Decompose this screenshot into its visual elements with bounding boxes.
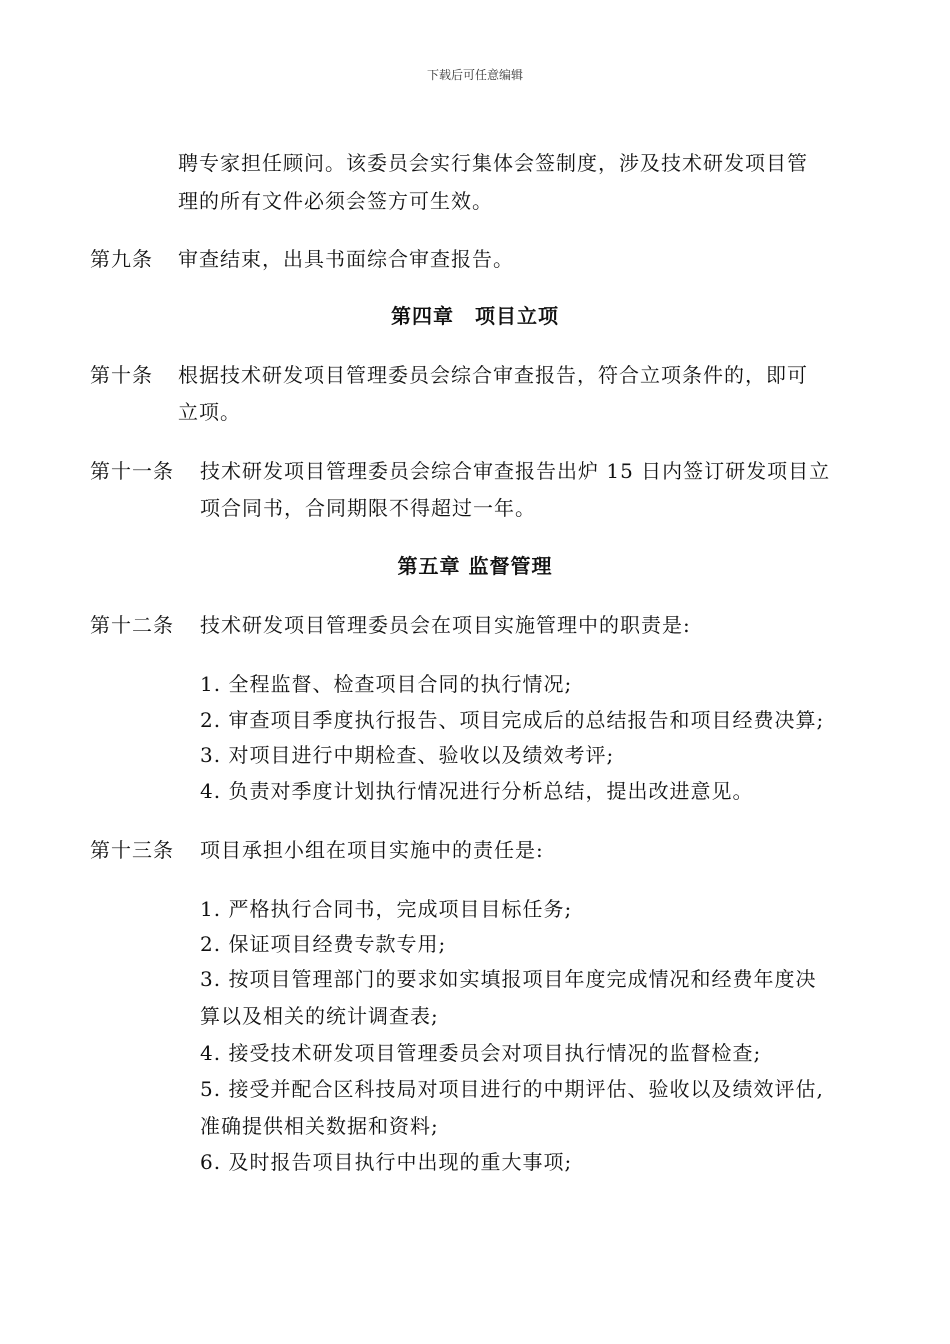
article-13-item-continuation: 准确提供相关数据和资料;: [200, 1114, 439, 1138]
article-10-label: 第十条: [90, 363, 153, 387]
article-12-label: 第十二条: [90, 613, 174, 637]
chapter-5-title: 第五章 监督管理: [397, 554, 553, 578]
article-9-text: 审查结束，出具书面综合审查报告。: [178, 247, 514, 271]
article-11-line-1: 技术研发项目管理委员会综合审查报告出炉 15 日内签订研发项目立: [200, 459, 831, 483]
article-12-text: 技术研发项目管理委员会在项目实施管理中的职责是:: [200, 613, 691, 637]
article-13-item: 4. 接受技术研发项目管理委员会对项目执行情况的监督检查;: [200, 1041, 762, 1065]
article-12-item: 4. 负责对季度计划执行情况进行分析总结，提出改进意见。: [200, 779, 754, 803]
article-9-label: 第九条: [90, 247, 153, 271]
article-12-item: 3. 对项目进行中期检查、验收以及绩效考评;: [200, 743, 615, 767]
continued-text-line-1: 聘专家担任顾问。该委员会实行集体会签制度，涉及技术研发项目管: [178, 151, 808, 175]
article-13-item: 1. 严格执行合同书，完成项目目标任务;: [200, 897, 573, 921]
article-11-label: 第十一条: [90, 459, 174, 483]
article-13-item: 3. 按项目管理部门的要求如实填报项目年度完成情况和经费年度决: [200, 967, 817, 991]
continued-text-line-2: 理的所有文件必须会签方可生效。: [178, 189, 493, 213]
article-12-item: 2. 审查项目季度执行报告、项目完成后的总结报告和项目经费决算;: [200, 708, 825, 732]
chapter-4-title: 第四章 项目立项: [391, 304, 559, 328]
page-header: 下载后可任意编辑: [426, 68, 523, 82]
article-12-item: 1. 全程监督、检查项目合同的执行情况;: [200, 672, 573, 696]
article-11-line-2: 项合同书，合同期限不得超过一年。: [200, 496, 536, 520]
article-13-label: 第十三条: [90, 838, 174, 862]
article-13-item: 2. 保证项目经费专款专用;: [200, 932, 447, 956]
article-10-line-1: 根据技术研发项目管理委员会综合审查报告，符合立项条件的，即可: [178, 363, 808, 387]
article-10-line-2: 立项。: [178, 400, 241, 424]
article-13-item: 5. 接受并配合区科技局对项目进行的中期评估、验收以及绩效评估,: [200, 1077, 824, 1101]
article-13-text: 项目承担小组在项目实施中的责任是:: [200, 838, 544, 862]
article-13-item: 6. 及时报告项目执行中出现的重大事项;: [200, 1150, 573, 1174]
article-13-item-continuation: 算以及相关的统计调查表;: [200, 1004, 439, 1028]
